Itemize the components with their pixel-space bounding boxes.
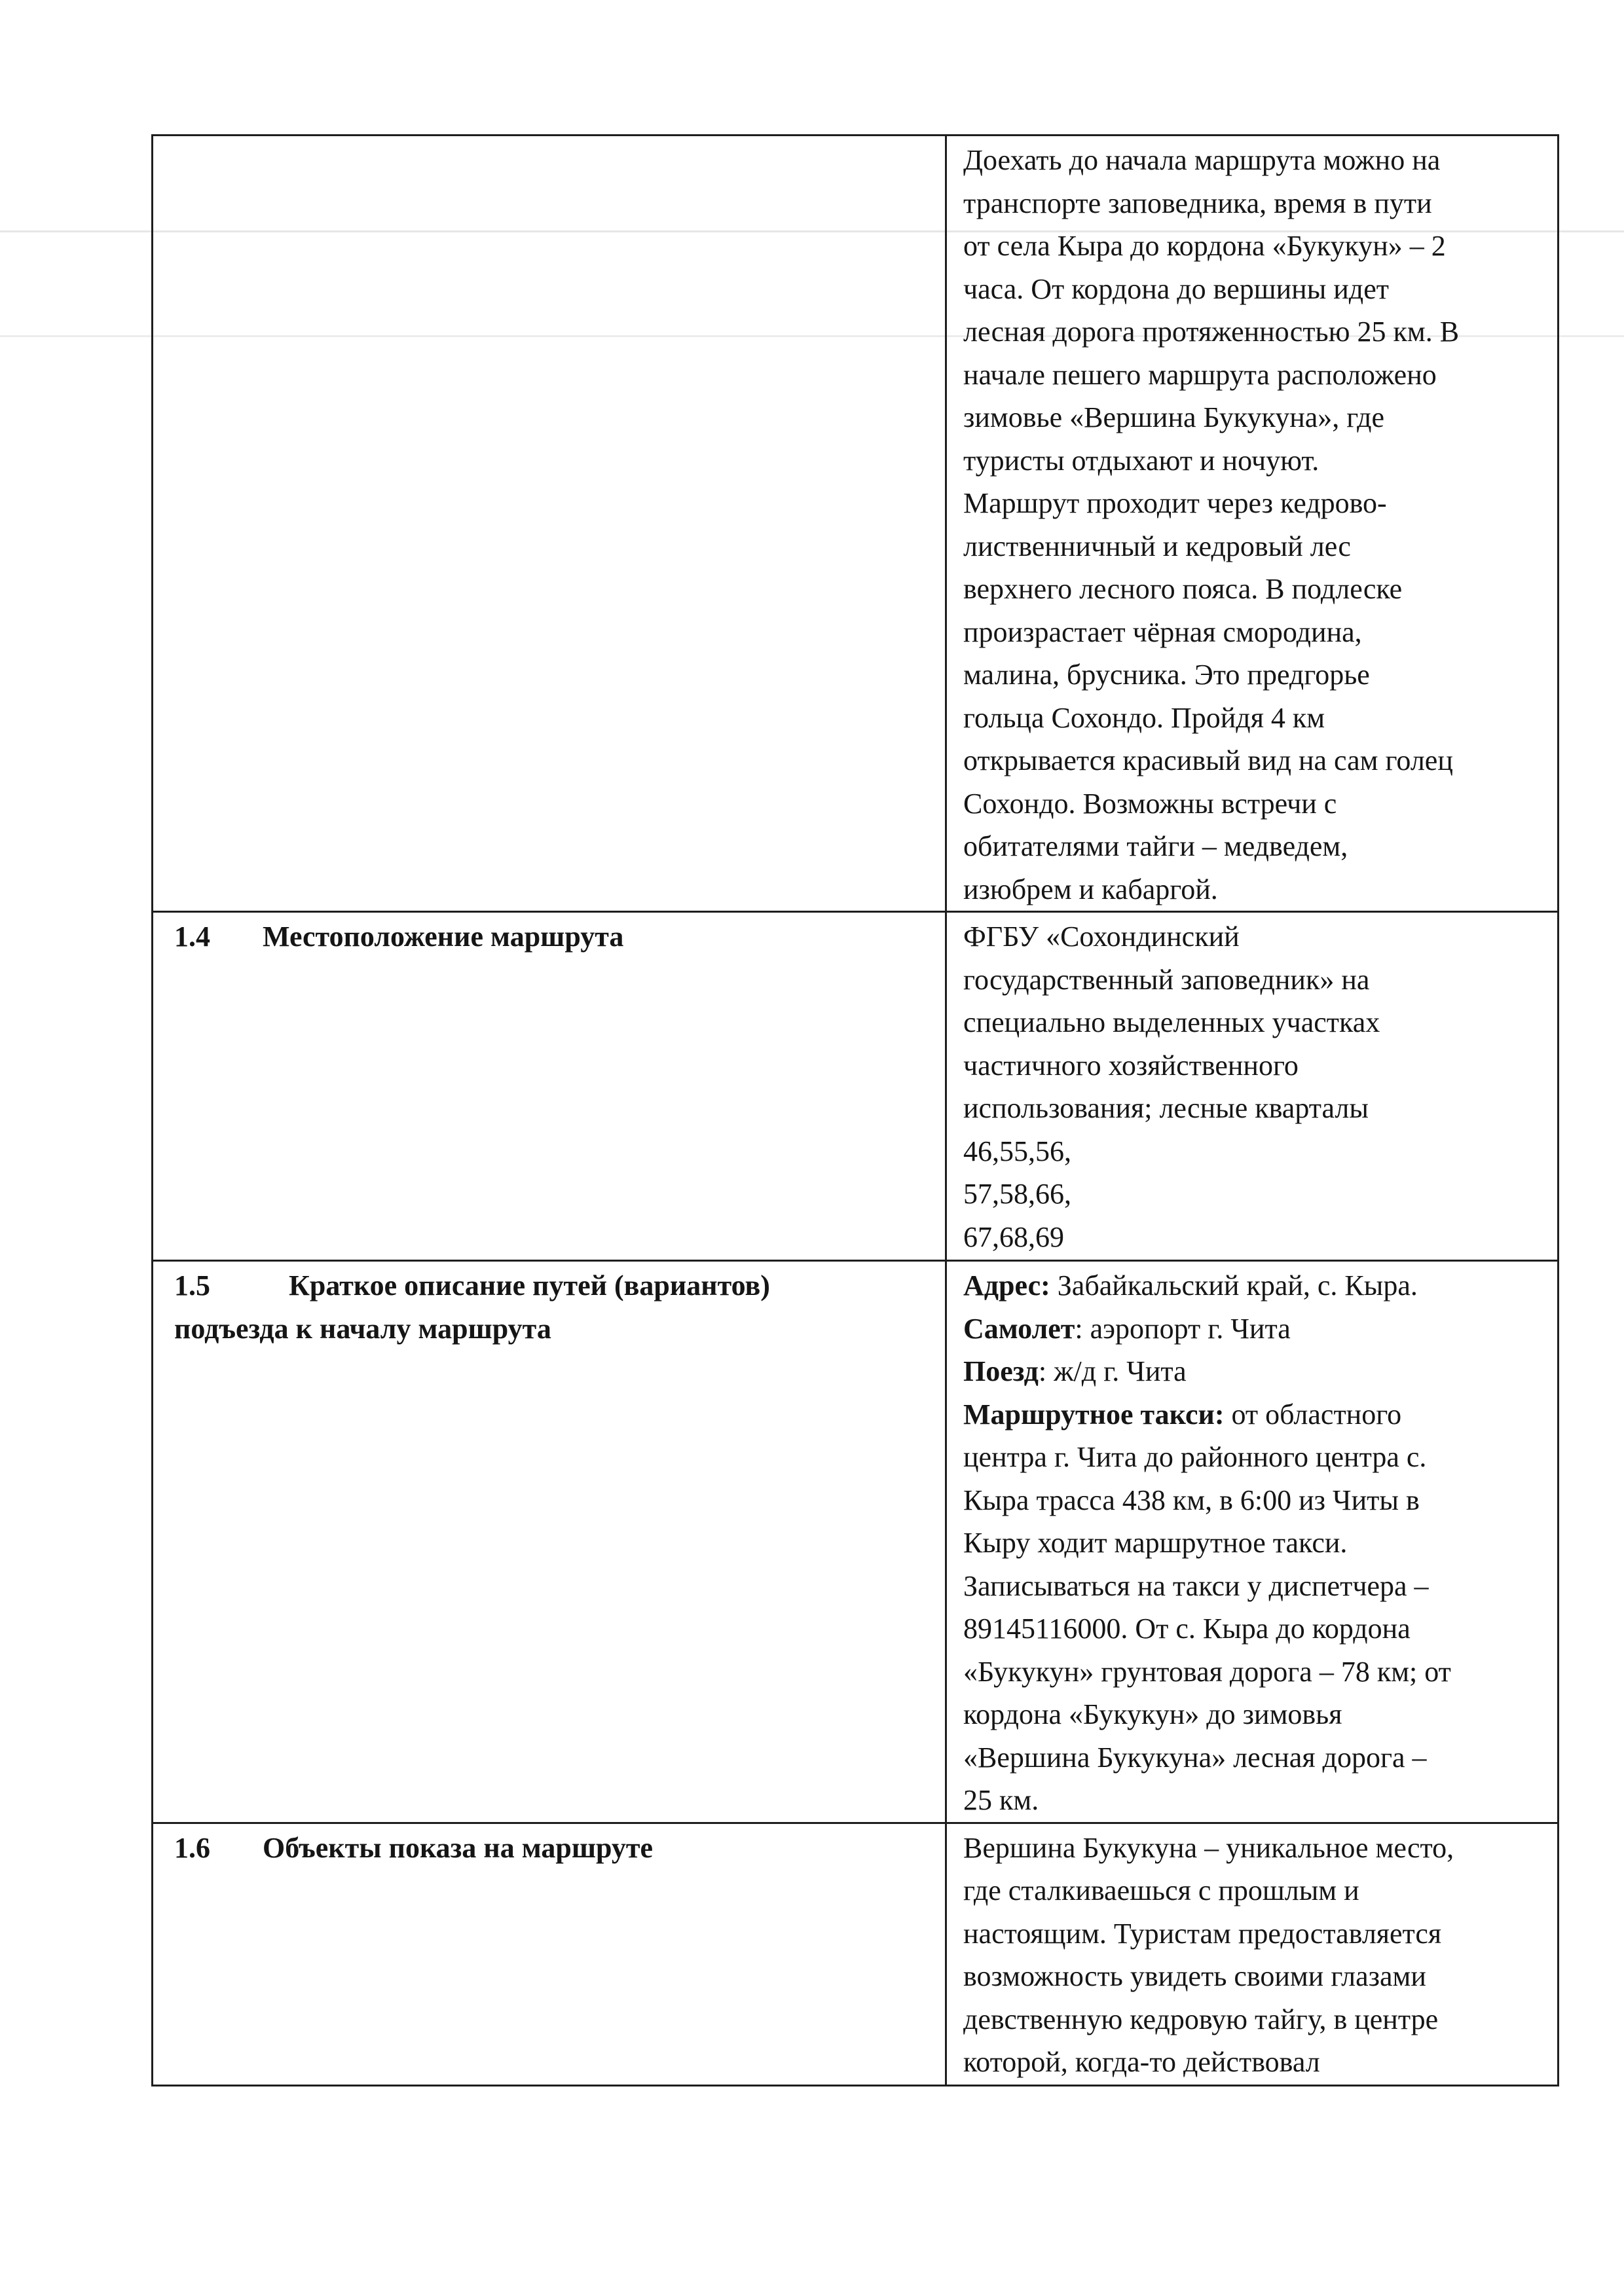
table-row: [153, 912, 1559, 1261]
text-line: «Вершина Букукуна» лесная дорога –: [963, 1741, 1427, 1774]
text-line: от села Кыра до кордона «Букукун» – 2: [963, 230, 1446, 262]
plane-label: Самолет: [963, 1312, 1075, 1345]
text-line: Доехать до начала маршрута можно на: [963, 144, 1441, 176]
text-line: девственную кедровую тайгу, в центре: [963, 2003, 1439, 2035]
text-line: возможность увидеть своими глазами: [963, 1960, 1426, 1992]
text-line: где сталкиваешься с прошлым и: [963, 1874, 1359, 1906]
taxi-label: Маршрутное такси:: [963, 1398, 1225, 1430]
text-line: специально выделенных участках: [963, 1006, 1380, 1038]
text-line: частичного хозяйственного: [963, 1049, 1299, 1082]
section-number: 1.5: [174, 1269, 210, 1302]
section-title-continuation: подъезда к началу маршрута: [174, 1312, 551, 1345]
route-description-cell: [946, 136, 1559, 912]
text-line: государственный заповедник» на: [963, 963, 1370, 996]
row-empty-label-cell: [153, 136, 946, 912]
text-line: кордона «Букукун» до зимовья: [963, 1698, 1342, 1730]
table-row: [153, 136, 1559, 912]
section-title: Местоположение маршрута: [263, 920, 624, 953]
text-line: начале пешего маршрута расположено: [963, 358, 1437, 391]
text-line: Сохондо. Возможны встречи с: [963, 787, 1337, 820]
taxi-value: от областного: [1224, 1398, 1402, 1430]
text-line: 46,55,56,: [963, 1135, 1071, 1167]
text-line: верхнего лесного пояса. В подлеске: [963, 573, 1403, 605]
text-line: часа. От кордона до вершины идет: [963, 272, 1389, 305]
text-line: гольца Сохондо. Пройдя 4 км: [963, 701, 1325, 734]
text-line: Кыра трасса 438 км, в 6:00 из Читы в: [963, 1484, 1420, 1516]
section-label-cell: [153, 1261, 946, 1823]
section-number: 1.6: [174, 1831, 210, 1864]
section-label-cell: [153, 912, 946, 1261]
table-row: [153, 1261, 1559, 1823]
text-line: транспорте заповедника, время в пути: [963, 187, 1432, 219]
text-line: ФГБУ «Сохондинский: [963, 920, 1240, 953]
text-line: 25 км.: [963, 1784, 1039, 1816]
text-line: произрастает чёрная смородина,: [963, 615, 1362, 648]
text-line: зимовье «Вершина Букукуна», где: [963, 401, 1385, 433]
text-line: обитателями тайги – медведем,: [963, 830, 1348, 862]
access-routes-cell: [946, 1261, 1559, 1823]
table-row: [153, 1823, 1559, 2085]
text-line: центра г. Чита до районного центра с.: [963, 1441, 1427, 1473]
text-line: которой, когда-то действовал: [963, 2046, 1320, 2078]
text-line: 89145116000. От с. Кыра до кордона: [963, 1613, 1411, 1645]
text-line: открывается красивый вид на сам голец: [963, 744, 1453, 776]
train-label: Поезд: [963, 1355, 1039, 1387]
section-number: 1.4: [174, 920, 210, 953]
route-passport-table: [151, 134, 1559, 2086]
route-location-cell: [946, 912, 1559, 1261]
text-line: изюбрем и кабаргой.: [963, 873, 1218, 905]
address-label: Адрес:: [963, 1269, 1050, 1302]
section-label-cell: [153, 1823, 946, 2085]
text-line: лиственничный и кедровый лес: [963, 530, 1351, 562]
text-line: Кыру ходит маршрутное такси.: [963, 1527, 1348, 1559]
section-title: Краткое описание путей (вариантов): [289, 1269, 770, 1302]
display-objects-cell: [946, 1823, 1559, 2085]
text-line: «Букукун» грунтовая дорога – 78 км; от: [963, 1655, 1451, 1688]
text-line: малина, брусника. Это предгорье: [963, 659, 1370, 691]
train-value: : ж/д г. Чита: [1038, 1355, 1187, 1387]
text-line: 67,68,69: [963, 1220, 1064, 1253]
text-line: Маршрут проходит через кедрово-: [963, 487, 1387, 519]
text-line: настоящим. Туристам предоставляется: [963, 1917, 1442, 1950]
section-title: Объекты показа на маршруте: [263, 1831, 654, 1864]
text-line: 57,58,66,: [963, 1178, 1071, 1210]
text-line: лесная дорога протяженностью 25 км. В: [963, 316, 1460, 348]
address-value: Забайкальский край, с. Кыра.: [1050, 1269, 1418, 1302]
text-line: использования; лесные кварталы: [963, 1092, 1369, 1124]
text-line: Вершина Букукуна – уникальное место,: [963, 1831, 1454, 1864]
text-line: Записываться на такси у диспетчера –: [963, 1569, 1429, 1602]
plane-value: : аэропорт г. Чита: [1075, 1312, 1291, 1345]
text-line: туристы отдыхают и ночуют.: [963, 444, 1320, 477]
